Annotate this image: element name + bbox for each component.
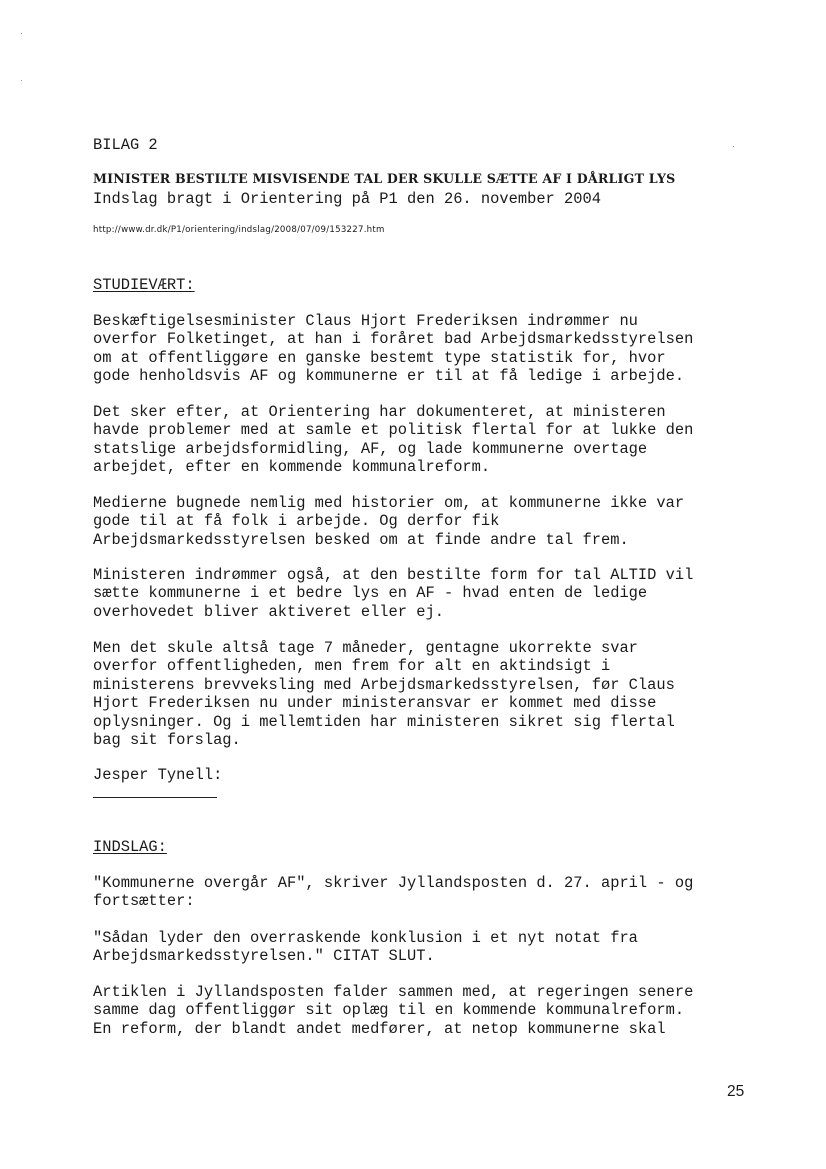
scan-speck bbox=[21, 80, 22, 81]
section-label-studievaert: STUDIEVÆRT: bbox=[93, 276, 195, 294]
scan-speck bbox=[733, 146, 734, 147]
subtitle: Indslag bragt i Orientering på P1 den 26. november 2004 bbox=[93, 190, 601, 208]
paragraph: Beskæftigelsesminister Claus Hjort Frederiksen indrømmer nu overfor Folketinget, at han i foråret bad Arbejdsmarkedsstyrelsen om at offentliggøre en ganske bestemt type statistik for, hvor gode henholdsvis AF og kommunerne er til at få ledige i arbejde. bbox=[93, 312, 694, 386]
paragraph: Medierne bugnede nemlig med historier om, at kommunerne ikke var gode til at få folk i arbejde. Og derfor fik Arbejdsmarkedsstyrelsen besked om at finde andre tal frem. bbox=[93, 494, 685, 549]
paragraph: Men det skule altså tage 7 måneder, gentagne ukorrekte svar overfor offentligheden, men frem for alt en aktindsigt i ministerens brevveksling med Arbejdsmarkedsstyrelsen, før Claus Hjort Frederiksen nu under ministeransvar er kommet med disse oplysninger. Og i mellemtiden har ministeren sikret sig flertal bag sit forslag. bbox=[93, 639, 675, 750]
paragraph: Artiklen i Jyllandsposten falder sammen med, at regeringen senere samme dag offentliggør sit oplæg til en kommende kommunalreform. En reform, der blandt andet medfører, at netop kommunerne skal bbox=[93, 983, 694, 1038]
scan-speck bbox=[21, 33, 22, 34]
paragraph: "Sådan lyder den overraskende konklusion i et nyt notat fra Arbejdsmarkedsstyrelsen." CITAT SLUT. bbox=[93, 929, 638, 966]
section-label-indslag: INDSLAG: bbox=[93, 838, 167, 856]
page-number: 25 bbox=[727, 1083, 745, 1100]
paragraph: Ministeren indrømmer også, at den bestilte form for tal ALTID vil sætte kommunerne i et bedre lys en AF - hvad enten de ledige overhovedet bliver aktiveret eller ej. bbox=[93, 566, 694, 621]
headline: MINISTER BESTILTE MISVISENDE TAL DER SKULLE SÆTTE AF I DÅRLIGT LYS bbox=[93, 171, 676, 186]
source-url: http://www.dr.dk/P1/orientering/indslag/2008/07/09/153227.htm bbox=[93, 225, 385, 235]
paragraph: "Kommunerne overgår AF", skriver Jyllandsposten d. 27. april - og fortsætter: bbox=[93, 874, 694, 911]
appendix-label: BILAG 2 bbox=[93, 136, 158, 154]
speaker-label: Jesper Tynell: bbox=[93, 766, 223, 784]
paragraph: Det sker efter, at Orientering har dokumenteret, at ministeren havde problemer med at samle et politisk flertal for at lukke den statslige arbejdsformidling, AF, og lade kommunerne overtage arbejdet, efter en kommende kommunalreform. bbox=[93, 403, 694, 477]
signature-line bbox=[93, 797, 217, 798]
